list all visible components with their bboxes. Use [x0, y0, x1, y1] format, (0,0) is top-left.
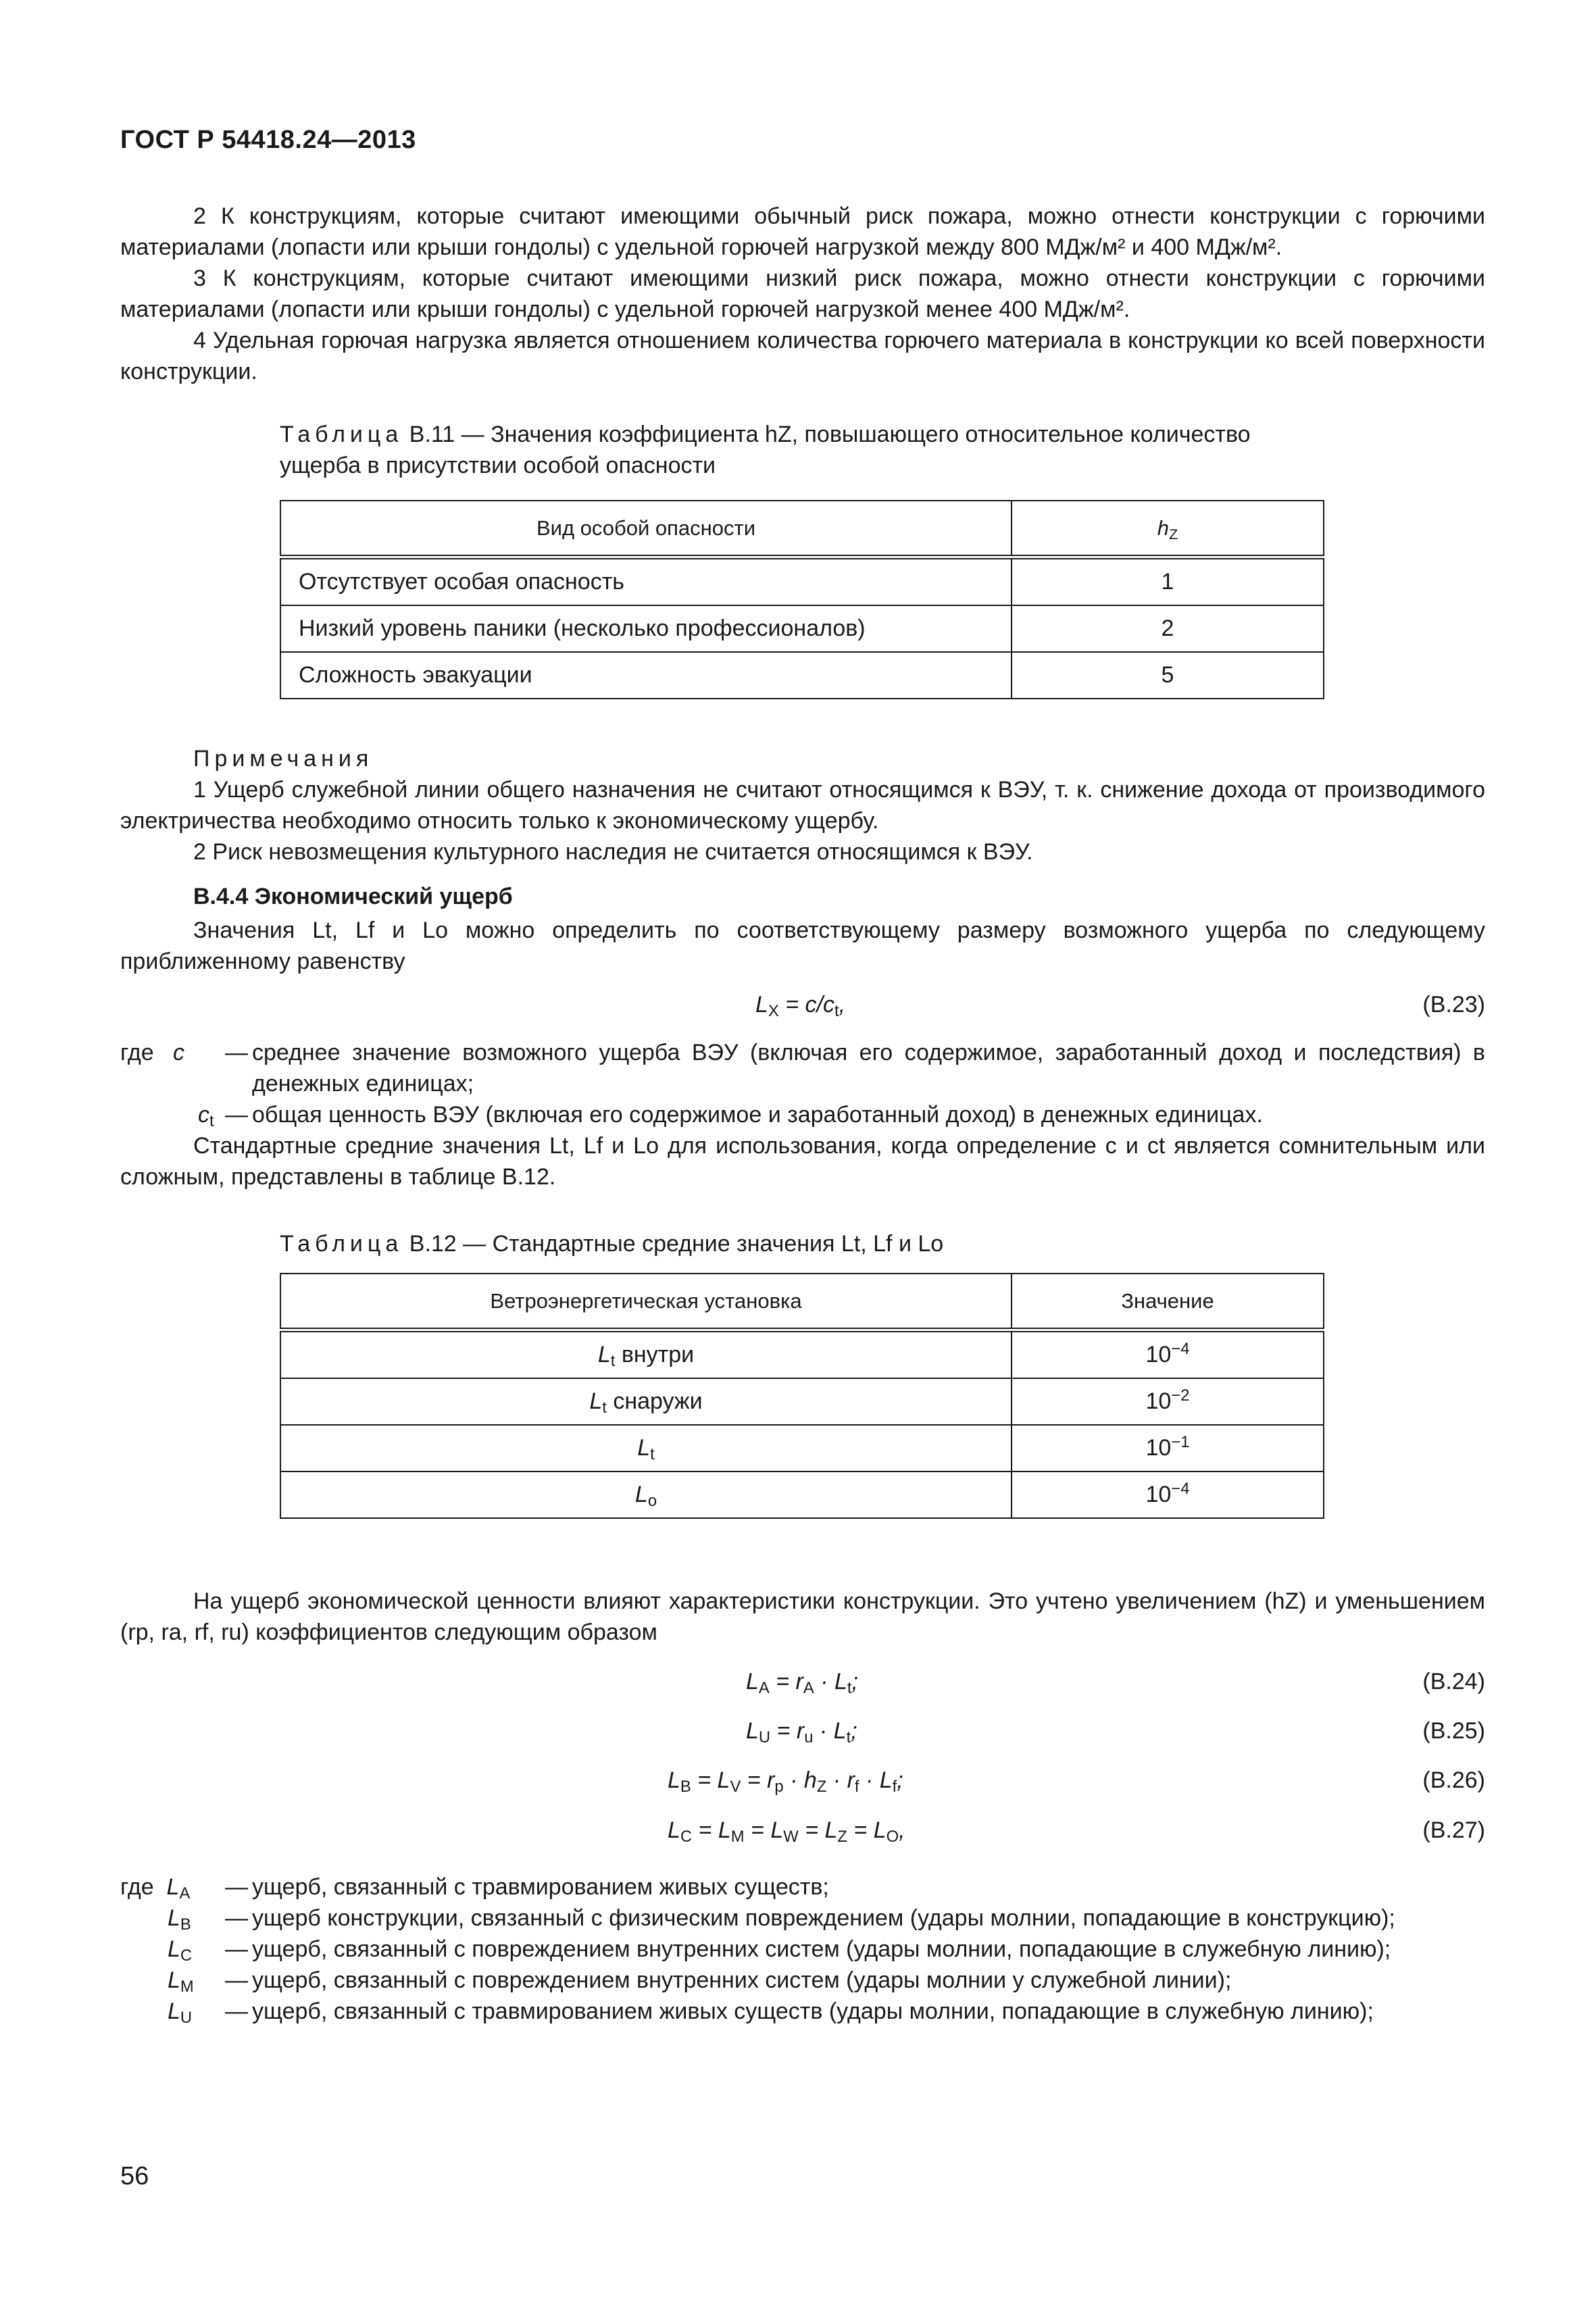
column-header: Вид особой опасности — [280, 501, 1012, 557]
equation-b27: $L_C = L_M = L_W = L_Z = L_O$, — [668, 1817, 905, 1846]
table-b11-caption: Таблица В.11 — Значения коэффициента hZ, повышающего относительное количество ущерба в присутствии особой опасности — [280, 422, 1251, 478]
note-mid-2: 2 Риск невозмещения культурного наследия не считается относящимся к ВЭУ. — [193, 839, 1033, 865]
note-mid-1: 1 Ущерб служебной линии общего назначения не считают относящимся к ВЭУ, т. к. снижение дохода от производимого электричества необходимо относить только к экономическому ущербу. — [120, 777, 1485, 834]
definition-item: $L_M$ — ущерб, связанный с повреждением внутренних систем (удары молнии у служебной линии); — [168, 1967, 1232, 1996]
table-cell: $10^{-1}$ — [1012, 1425, 1324, 1472]
note-4: 4 Удельная горючая нагрузка является отношением количества горючего материала в конструкции ко всей поверхности конструкции. — [120, 328, 1485, 384]
table-row — [280, 1425, 1324, 1472]
table-cell: $L_t$ внутри — [280, 1330, 1012, 1379]
note-2: 2 К конструкциям, которые считают имеющими обычный риск пожара, можно отнести конструкции с горючими материалами (лопасти или крыши гондолы) с удельной горючей нагрузкой между 800 МДж/м² и 400 МДж/м². — [120, 203, 1485, 260]
equation-b24: $L_A = r_A \cdot L_t$; — [746, 1669, 858, 1697]
table-row — [280, 605, 1324, 652]
table-header-row — [280, 501, 1324, 557]
table-cell: $10^{-4}$ — [1012, 1472, 1324, 1518]
table-b12-caption: Таблица В.12 — Стандартные средние значения Lt, Lf и Lo — [280, 1231, 944, 1257]
section-title: В.4.4 Экономический ущерб — [193, 884, 513, 909]
equation-number: (В.25) — [1422, 1718, 1485, 1744]
section-intro: Значения Lt, Lf и Lo можно определить по соответствующему размеру возможного ущерба по следующему приближенному равенству — [120, 917, 1485, 974]
table-row — [280, 1472, 1324, 1518]
definitions-2 — [120, 1871, 1485, 2027]
table-cell: 5 — [1012, 652, 1324, 699]
table-cell: 1 — [1012, 557, 1324, 606]
definition-item: $c_t$ — общая ценность ВЭУ (включая его содержимое и заработанный доход) в денежных единицах. — [198, 1102, 1263, 1130]
table-b12 — [280, 1273, 1324, 1519]
table-cell: $L_o$ — [280, 1472, 1012, 1518]
document-header: ГОСТ Р 54418.24—2013 — [120, 126, 416, 154]
equation-b25: $L_U = r_u \cdot L_t$; — [746, 1718, 857, 1746]
equation-b26: $L_B = L_V = r_p \cdot h_Z \cdot r_f \cdot L_f$; — [668, 1767, 903, 1796]
column-header: Ветроэнергетическая установка — [280, 1274, 1012, 1330]
table-cell: Сложность эвакуации — [280, 652, 1012, 699]
table-row — [280, 1330, 1324, 1379]
table-row — [280, 652, 1324, 699]
para-standard-values: Стандартные средние значения Lt, Lf и Lo для использования, когда определение c и ct является сомнительным или сложным, представлены в таблице В.12. — [120, 1133, 1485, 1190]
table-header-row — [280, 1274, 1324, 1330]
table-cell: Отсутствует особая опасность — [280, 557, 1012, 606]
table-cell: 2 — [1012, 605, 1324, 652]
table-row — [280, 1378, 1324, 1425]
table-cell: $L_t$ снаружи — [280, 1378, 1012, 1425]
equation-number: (В.23) — [1422, 992, 1485, 1017]
definition-item: $L_B$ — ущерб конструкции, связанный с физическим повреждением (удары молнии, попадающие в конструкцию); — [168, 1905, 1395, 1934]
column-header: Значение — [1012, 1274, 1324, 1330]
notes-title: Примечания — [193, 746, 374, 772]
table-cell: $10^{-4}$ — [1012, 1330, 1324, 1379]
definition-item: $L_U$ — ущерб, связанный с травмированием живых существ (удары молнии, попадающие в служебную линию); — [168, 1998, 1374, 2027]
definition-item: где c — среднее значение возможного ущерба ВЭУ (включая его содержимое, заработанный доход и последствия) в денежных единицах; — [120, 1040, 1485, 1097]
equation-number: (В.27) — [1422, 1817, 1485, 1843]
table-cell: $10^{-2}$ — [1012, 1378, 1324, 1425]
definition-item: $L_C$ — ущерб, связанный с повреждением внутренних систем (удары молнии, попадающие в служебную линию); — [168, 1936, 1391, 1965]
para-economic: На ущерб экономической ценности влияют характеристики конструкции. Это учтено увеличением (hZ) и уменьшением (rp, ra, rf, ru) коэффициентов следующим образом — [120, 1588, 1485, 1645]
definitions-1 — [120, 1037, 1485, 1130]
equation-b23: $L_X = c/c_t$, — [755, 992, 846, 1020]
column-header: $h_Z$ — [1012, 501, 1324, 557]
table-cell: Низкий уровень паники (несколько профессионалов) — [280, 605, 1012, 652]
equation-number: (В.26) — [1422, 1767, 1485, 1793]
table-b11 — [280, 500, 1324, 699]
page-number: 56 — [120, 2162, 149, 2190]
table-row — [280, 557, 1324, 606]
table-cell: $L_t$ — [280, 1425, 1012, 1472]
note-3: 3 К конструкциям, которые считают имеющими низкий риск пожара, можно отнести конструкции с горючими материалами (лопасти или крыши гондолы) с удельной горючей нагрузкой менее 400 МДж/м². — [120, 266, 1485, 322]
equation-number: (В.24) — [1422, 1669, 1485, 1694]
definition-item: где $L_A$ — ущерб, связанный с травмированием живых существ; — [120, 1874, 829, 1903]
